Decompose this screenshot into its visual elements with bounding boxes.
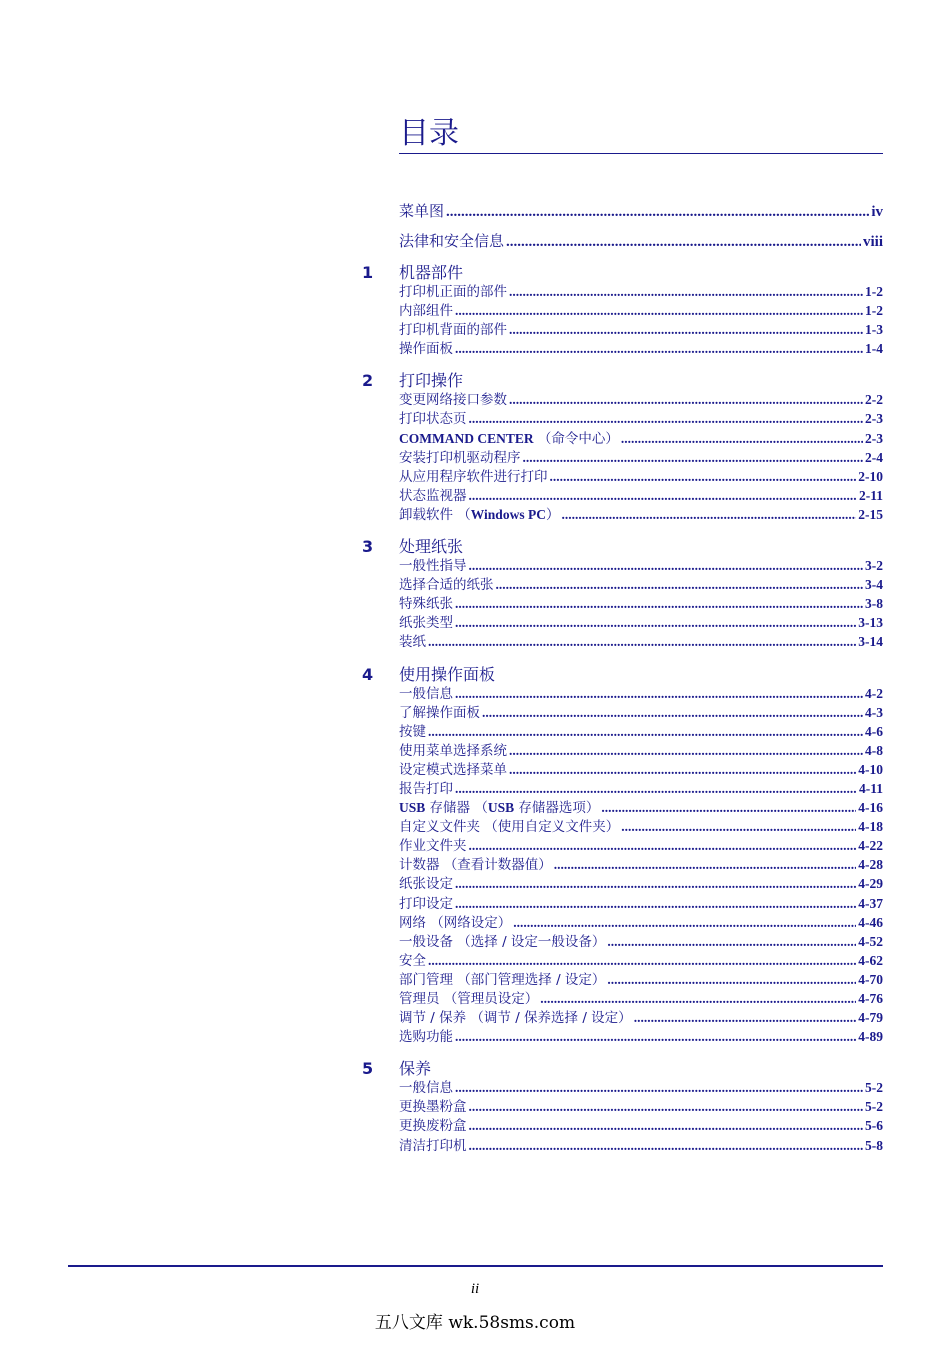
- toc-entry-page: 4-29: [858, 876, 883, 892]
- toc-entry-page: 1-2: [865, 284, 883, 299]
- toc-entry-link[interactable]: [360, 798, 883, 818]
- toc-entry-label: 法律和安全信息: [399, 232, 505, 250]
- toc-entry-page: 3-14: [858, 634, 883, 650]
- toc-entry-link[interactable]: [360, 320, 883, 340]
- list-item: [360, 779, 883, 798]
- dot-leader: [455, 594, 863, 613]
- latin-text: Windows PC: [470, 506, 546, 522]
- list-item: [360, 556, 883, 575]
- toc-entry-page: 4-76: [858, 991, 883, 1006]
- list-item: [360, 320, 883, 339]
- dot-leader: [523, 448, 864, 467]
- toc-entry-label: 一般信息: [399, 685, 453, 702]
- toc-entry-label: 一般信息: [399, 1080, 453, 1097]
- dot-leader: [455, 684, 863, 703]
- list-item: [360, 741, 883, 760]
- toc-entry-link[interactable]: [360, 932, 883, 952]
- dot-leader: [428, 951, 856, 970]
- toc-top-entry: [360, 230, 883, 252]
- toc-entry-page: 5-2: [865, 1099, 883, 1115]
- toc-entry-link[interactable]: [360, 1008, 883, 1028]
- toc-entry-page: 1-2: [865, 303, 883, 319]
- list-item: [360, 760, 883, 779]
- chapter-entry-list: [360, 1078, 883, 1154]
- toc-entry-page: 5-8: [865, 1137, 883, 1153]
- toc-entry-page: 2-11: [858, 487, 883, 503]
- toc-entry-page: 4-46: [858, 914, 883, 930]
- chapter-title: 保养: [399, 1059, 432, 1079]
- toc-entry-link[interactable]: [360, 1078, 883, 1098]
- toc-entry-page: 3-13: [858, 615, 883, 631]
- dot-leader: [509, 760, 856, 779]
- toc-entry-label: 打印设定: [399, 895, 453, 912]
- dot-leader: [455, 613, 856, 632]
- toc-chapter: [360, 1056, 883, 1154]
- dot-leader: [621, 429, 863, 448]
- toc-entry-label: 使用菜单选择系统: [399, 742, 507, 759]
- toc-entry-page: 2-2: [865, 392, 883, 408]
- toc-entry-label: 自定义文件夹 （使用自定义文件夹）: [399, 819, 620, 836]
- chapter-entry-list: [360, 390, 883, 524]
- title-divider: [399, 153, 883, 154]
- list-item: [360, 301, 883, 320]
- toc-entry-link[interactable]: [360, 779, 883, 799]
- chapter-title: 使用操作面板: [399, 664, 496, 684]
- dot-leader: [540, 989, 856, 1008]
- toc-entry-link[interactable]: [360, 722, 883, 742]
- toc-entry-link[interactable]: [360, 1027, 883, 1047]
- toc-entry-page: 4-16: [858, 800, 883, 816]
- toc-entry-link[interactable]: [360, 200, 883, 221]
- dot-leader: [455, 874, 856, 893]
- list-item: [360, 913, 883, 932]
- toc-entry-page: 4-6: [865, 723, 883, 739]
- toc-entry-page: 3-2: [865, 558, 883, 574]
- chapter-number: 4: [362, 664, 374, 684]
- dot-leader: [621, 817, 856, 836]
- toc-entry-link[interactable]: [360, 989, 883, 1009]
- toc-entry-page: 2-3: [865, 411, 883, 427]
- list-item: [360, 448, 883, 467]
- list-item: [360, 684, 883, 703]
- toc-entry-link[interactable]: [360, 575, 883, 595]
- toc-entry-label: 操作面板: [399, 341, 453, 358]
- chapter-heading[interactable]: [360, 1056, 883, 1078]
- list-item: [360, 836, 883, 855]
- toc-entry-page: 5-6: [865, 1118, 883, 1134]
- toc-entry-page: 3-4: [865, 577, 883, 593]
- toc-entry-page: 4-3: [865, 704, 883, 720]
- toc-entry-label: 选择合适的纸张: [399, 577, 494, 594]
- dot-leader: [455, 1027, 856, 1046]
- toc-entry-label: 内部组件: [399, 303, 453, 320]
- latin-text: USB: [487, 800, 515, 816]
- chapter-entry-list: [360, 282, 883, 358]
- toc-entry-page: 4-22: [858, 838, 883, 854]
- list-item: [360, 282, 883, 301]
- dot-leader: [455, 339, 863, 358]
- toc-entry-page: 4-89: [858, 1029, 883, 1045]
- toc-entry-label: 网络 （网络设定）: [399, 914, 512, 931]
- list-item: [360, 855, 883, 874]
- toc-entry-page: 2-10: [858, 468, 883, 484]
- list-item: [360, 1116, 883, 1135]
- table-of-contents: [360, 200, 883, 1165]
- chapter-heading[interactable]: [360, 534, 883, 556]
- list-item: [360, 1027, 883, 1046]
- toc-entry-label: 按键: [399, 723, 426, 740]
- toc-entry-page: 4-28: [858, 857, 883, 873]
- toc-entry-label: USB 存储器 （USB 存储器选项）: [399, 800, 600, 817]
- chapter-number: 3: [362, 537, 374, 557]
- toc-entry-label: 纸张设定: [399, 876, 453, 893]
- chapter-entry-list: [360, 684, 883, 1047]
- latin-text: USB: [399, 800, 426, 816]
- dot-leader: [509, 282, 863, 301]
- toc-entry-page: 4-2: [865, 685, 883, 701]
- toc-entry-label: 打印机背面的部件: [399, 322, 507, 339]
- list-item: [360, 874, 883, 893]
- watermark-text: 五八文库 wk.58sms.com: [374, 1313, 576, 1333]
- dot-leader: [469, 1097, 864, 1116]
- toc-entry-page: 2-3: [865, 430, 883, 446]
- dot-leader: [601, 798, 856, 817]
- toc-entry-label: 了解操作面板: [399, 704, 480, 721]
- dot-leader: [469, 1116, 864, 1135]
- toc-entry-label: 作业文件夹: [399, 838, 467, 855]
- list-item: [360, 575, 883, 594]
- toc-entry-page: 4-11: [858, 780, 883, 796]
- toc-entry-label: 调节 / 保养 （调节 / 保养选择 / 设定）: [399, 1010, 632, 1027]
- toc-entry-page: 5-2: [865, 1080, 883, 1096]
- chapter-title: 机器部件: [399, 263, 464, 282]
- dot-leader: [455, 301, 863, 320]
- dot-leader: [509, 320, 863, 339]
- toc-entry-link[interactable]: [360, 390, 883, 410]
- toc-chapter: [360, 534, 883, 651]
- list-item: [360, 390, 883, 409]
- dot-leader: [469, 486, 857, 505]
- dot-leader: [607, 932, 856, 951]
- list-item: [360, 1078, 883, 1097]
- dot-leader: [496, 575, 864, 594]
- list-item: [360, 409, 883, 428]
- toc-top-entry: [360, 200, 883, 222]
- toc-entry-link[interactable]: [360, 913, 883, 933]
- toc-entry-label: 一般设备 （选择 / 设定一般设备）: [399, 933, 606, 950]
- chapter-number: 2: [362, 371, 374, 391]
- toc-entry-page: viii: [862, 234, 883, 250]
- toc-entry-label: 部门管理 （部门管理选择 / 设定）: [399, 971, 606, 988]
- toc-entry-label: 更换废粉盒: [399, 1118, 467, 1135]
- toc-entry-link[interactable]: [360, 409, 883, 429]
- dot-leader: [455, 894, 856, 913]
- toc-entry-label: 设定模式选择菜单: [399, 761, 507, 778]
- dot-leader: [607, 970, 856, 989]
- dot-leader: [482, 703, 863, 722]
- toc-entry-label: 打印状态页: [399, 411, 467, 428]
- toc-entry-page: 4-52: [858, 933, 883, 949]
- toc-entry-link[interactable]: [360, 1097, 883, 1117]
- list-item: [360, 339, 883, 358]
- list-item: [360, 1097, 883, 1116]
- chapter-heading[interactable]: [360, 260, 883, 282]
- toc-entry-link[interactable]: [360, 836, 883, 856]
- chapter-number: 1: [362, 263, 374, 282]
- toc-entry-link[interactable]: [360, 741, 883, 761]
- toc-entry-link[interactable]: [360, 467, 883, 487]
- toc-entry-link[interactable]: [360, 429, 883, 449]
- footer-divider: [68, 1265, 883, 1267]
- toc-entry-label: 清洁打印机: [399, 1137, 467, 1154]
- dot-leader: [561, 505, 856, 524]
- list-item: [360, 989, 883, 1008]
- toc-entry-label: 打印机正面的部件: [399, 284, 507, 300]
- dot-leader: [634, 1008, 857, 1027]
- toc-entry-link[interactable]: [360, 951, 883, 971]
- list-item: [360, 951, 883, 970]
- dot-leader: [509, 741, 863, 760]
- list-item: [360, 703, 883, 722]
- toc-entry-link[interactable]: [360, 760, 883, 780]
- list-item: [360, 594, 883, 613]
- dot-leader: [469, 836, 857, 855]
- toc-entry-label: 卸载软件 （Windows PC）: [399, 506, 560, 523]
- list-item: [360, 486, 883, 505]
- toc-entry-label: 状态监视器: [399, 487, 467, 504]
- toc-entry-label: 选购功能: [399, 1029, 453, 1046]
- toc-entry-page: iv: [871, 204, 883, 220]
- toc-entry-label: 纸张类型: [399, 615, 453, 632]
- list-item: [360, 932, 883, 951]
- toc-entry-page: 4-37: [858, 895, 883, 911]
- toc-entry-label: 特殊纸张: [399, 596, 453, 613]
- dot-leader: [469, 409, 864, 428]
- toc-entry-link[interactable]: [360, 703, 883, 723]
- toc-entry-label: 报告打印: [399, 780, 453, 797]
- toc-entry-link[interactable]: [360, 874, 883, 894]
- toc-entry-link[interactable]: [360, 817, 883, 837]
- chapter-heading[interactable]: [360, 662, 883, 684]
- dot-leader: [506, 234, 861, 251]
- toc-entry-label: 计数器 （查看计数器值）: [399, 857, 552, 874]
- chapter-heading[interactable]: [360, 368, 883, 390]
- toc-entry-page: 4-62: [858, 952, 883, 968]
- list-item: [360, 970, 883, 989]
- toc-entry-link[interactable]: [360, 282, 883, 302]
- toc-entry-link[interactable]: [360, 505, 883, 525]
- dot-leader: [509, 390, 863, 409]
- toc-entry-page: 2-4: [865, 449, 883, 465]
- toc-entry-link[interactable]: [360, 1116, 883, 1136]
- toc-entry-link[interactable]: [360, 594, 883, 614]
- toc-entry-page: 3-8: [865, 596, 883, 612]
- toc-entry-label: 管理员 （管理员设定）: [399, 991, 539, 1007]
- dot-leader: [469, 556, 864, 575]
- toc-entry-page: 4-8: [865, 742, 883, 758]
- list-item: [360, 1136, 883, 1155]
- toc-entry-link[interactable]: [360, 894, 883, 914]
- dot-leader: [428, 722, 863, 741]
- toc-entry-label: 安装打印机驱动程序: [399, 449, 521, 466]
- toc-entry-link[interactable]: [360, 855, 883, 875]
- chapter-entry-list: [360, 556, 883, 651]
- toc-entry-link[interactable]: [360, 556, 883, 576]
- toc-entry-link[interactable]: [360, 632, 883, 652]
- list-item: [360, 505, 883, 524]
- toc-entry-page: 4-10: [858, 761, 883, 777]
- list-item: [360, 429, 883, 448]
- toc-entry-page: 1-3: [865, 322, 883, 338]
- dot-leader: [446, 204, 869, 221]
- toc-entry-link[interactable]: [360, 970, 883, 990]
- toc-entry-page: 4-70: [858, 971, 883, 987]
- toc-entry-link[interactable]: [360, 486, 883, 506]
- chapter-number: 5: [362, 1059, 374, 1079]
- list-item: [360, 613, 883, 632]
- latin-text: COMMAND CENTER: [399, 430, 534, 446]
- list-item: [360, 722, 883, 741]
- list-item: [360, 894, 883, 913]
- page-title: 目录: [399, 116, 459, 151]
- toc-chapter: [360, 662, 883, 1047]
- toc-entry-label: 变更网络接口参数: [399, 392, 507, 409]
- chapter-title: 处理纸张: [399, 537, 464, 557]
- page-number: ii: [470, 1281, 480, 1297]
- dot-leader: [455, 779, 857, 798]
- toc-entry-link[interactable]: [360, 1136, 883, 1156]
- toc-entry-link[interactable]: [360, 613, 883, 633]
- toc-entry-page: 1-4: [865, 341, 883, 357]
- toc-chapter: [360, 368, 883, 524]
- list-item: [360, 817, 883, 836]
- dot-leader: [550, 467, 857, 486]
- toc-entry-label: 一般性指导: [399, 558, 467, 575]
- toc-entry-label: 更换墨粉盒: [399, 1099, 467, 1116]
- list-item: [360, 467, 883, 486]
- list-item: [360, 798, 883, 817]
- toc-entry-label: 菜单图: [399, 202, 445, 220]
- toc-entry-label: 从应用程序软件进行打印: [399, 468, 548, 485]
- dot-leader: [469, 1136, 864, 1155]
- toc-entry-link[interactable]: [360, 339, 883, 359]
- toc-entry-page: 2-15: [858, 506, 883, 522]
- toc-entry-link[interactable]: [360, 230, 883, 251]
- chapter-title: 打印操作: [399, 371, 464, 391]
- toc-entry-link[interactable]: [360, 684, 883, 704]
- toc-chapter: [360, 260, 883, 358]
- toc-entry-label: 装纸: [399, 634, 426, 651]
- list-item: [360, 1008, 883, 1027]
- toc-entry-label: COMMAND CENTER （命令中心）: [399, 430, 619, 447]
- dot-leader: [513, 913, 856, 932]
- toc-entry-page: 4-79: [858, 1010, 883, 1026]
- dot-leader: [455, 1078, 863, 1097]
- toc-entry-page: 4-18: [858, 819, 883, 835]
- toc-entry-link[interactable]: [360, 301, 883, 321]
- dot-leader: [554, 855, 856, 874]
- list-item: [360, 632, 883, 651]
- toc-entry-label: 安全: [399, 952, 426, 969]
- dot-leader: [428, 632, 856, 651]
- toc-entry-link[interactable]: [360, 448, 883, 468]
